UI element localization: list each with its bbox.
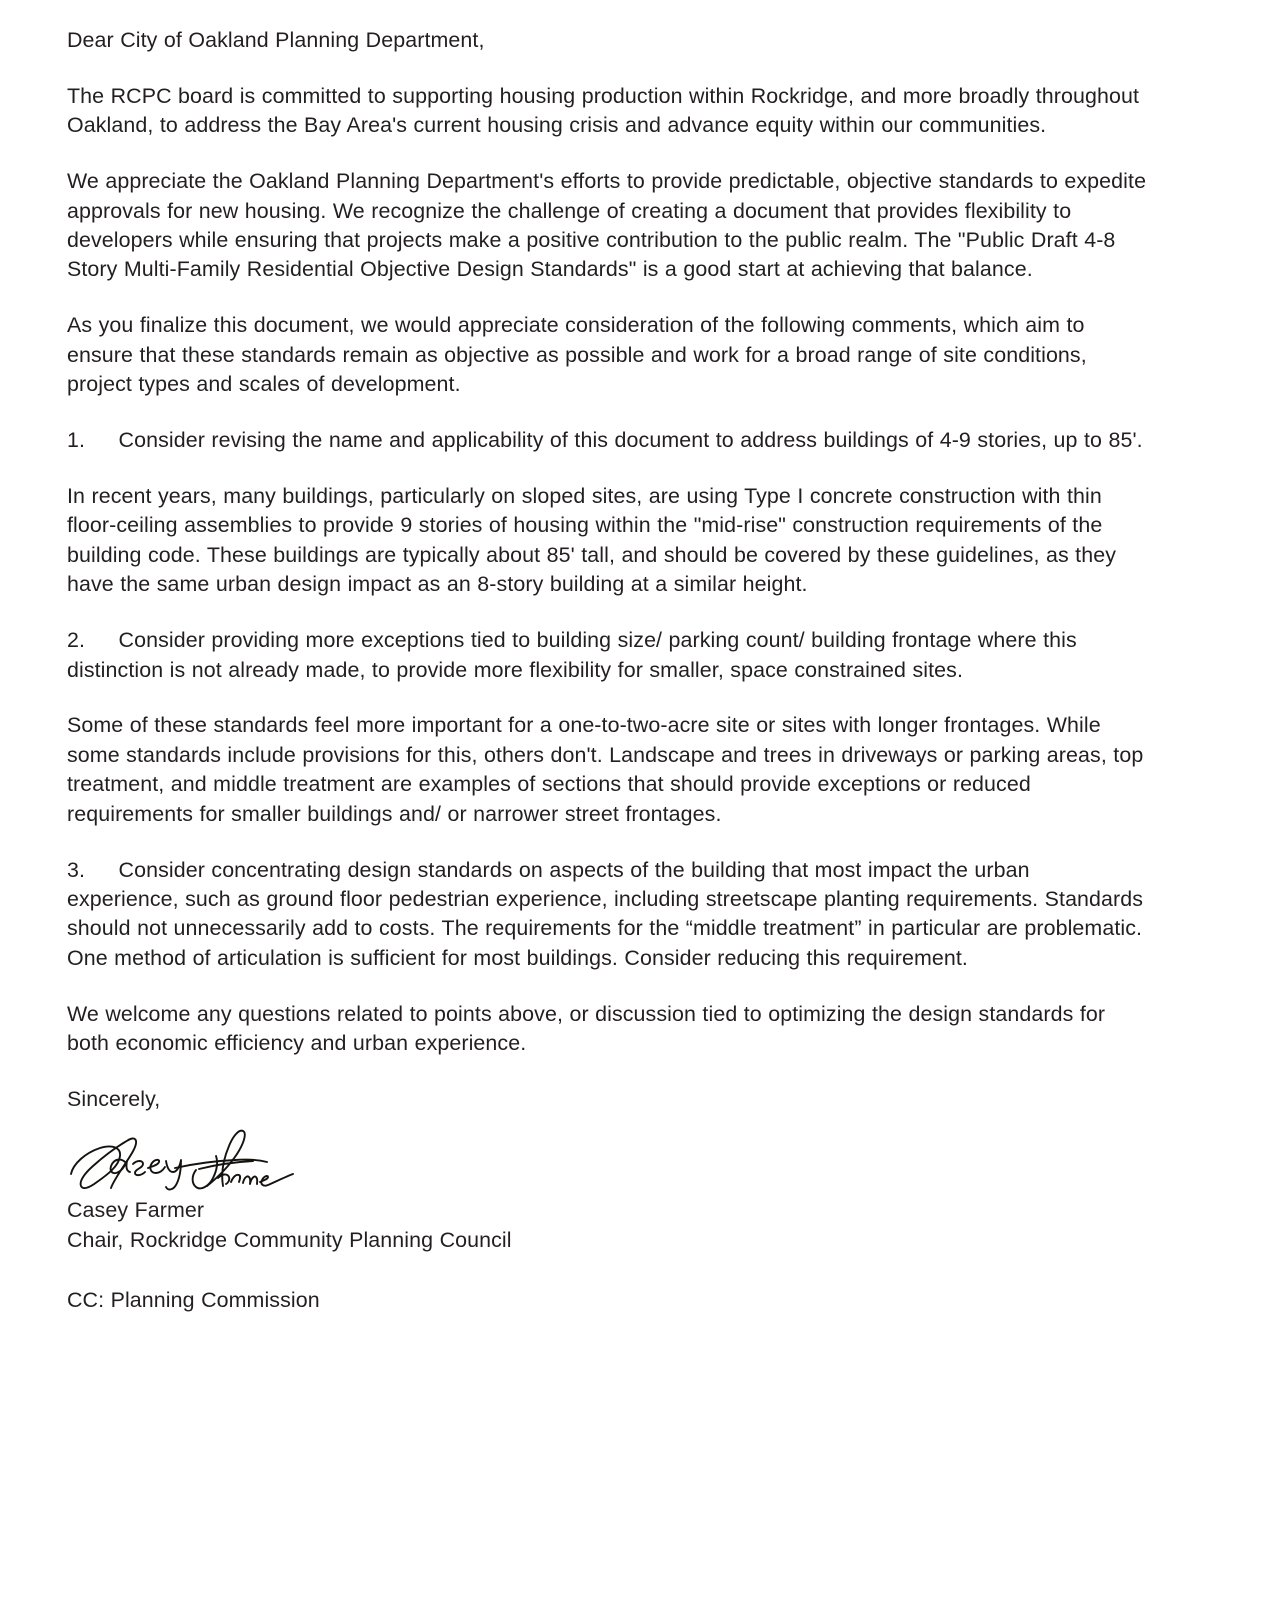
letter-body <box>67 26 1153 1316</box>
comment-item-1: 1. Consider revising the name and applicability of this document to address buildings of 4-9 stories, up to 85'. <box>67 428 1143 453</box>
paragraph-type-i-concrete: In recent years, many buildings, particularly on sloped sites, are using Type I concrete construction with thin floor-ceiling assemblies to provide 9 stories of housing within the "mid-rise" construction requirements of the building code. These buildings are typically about 85' tall, and should be covered by these guidelines, as they have the same urban design impact as an 8-story building at a similar height. <box>67 483 1123 597</box>
paragraph-appreciation: We appreciate the Oakland Planning Department's efforts to provide predictable, objective standards to expedite approvals for new housing. We recognize the challenge of creating a document that provides flexibility to developers while ensuring that projects make a positive contribution to the public realm. The "Public Draft 4-8 Story Multi-Family Residential Objective Design Standards" is a good start at achieving that balance. <box>67 169 1153 282</box>
paragraph-welcome-questions: We welcome any questions related to points above, or discussion tied to optimizing the design standards for both economic efficiency and urban experience. <box>67 1001 1112 1056</box>
paragraph-intro: The RCPC board is committed to supporting housing production within Rockridge, and more broadly throughout Oakland, to address the Bay Area's current housing crisis and advance equity within our communities. <box>67 83 1146 138</box>
paragraph-finalize: As you finalize this document, we would appreciate consideration of the following comments, which aim to ensure that these standards remain as objective as possible and work for a broad range of site conditions, project types and scales of development. <box>67 313 1094 397</box>
signature-image <box>63 1120 323 1194</box>
cc-line: CC: Planning Commission <box>67 1288 320 1313</box>
signer-title: Chair, Rockridge Community Planning Council <box>67 1227 512 1252</box>
comment-item-2: 2. Consider providing more exceptions tied to building size/ parking count/ building frontage where this distinction is not already made, to provide more flexibility for smaller, space constrained sites. <box>67 628 1084 682</box>
signer-name: Casey Farmer <box>67 1198 205 1223</box>
salutation: Dear City of Oakland Planning Department, <box>67 28 485 52</box>
comment-item-3: 3. Consider concentrating design standards on aspects of the building that most impact the urban experience, such as ground floor pedestrian experience, including streetscape planting requirements. Standards should not unnecessarily add to costs. The requirements for the “middle treatment” in particular are problematic. One method of articulation is sufficient for most buildings. Consider reducing this requirement. <box>67 857 1150 970</box>
closing-salutation: Sincerely, <box>67 1086 161 1111</box>
paragraph-standards-scale: Some of these standards feel more important for a one-to-two-acre site or sites with longer frontages. While some standards include provisions for this, others don't. Landscape and trees in driveways or parking areas, top treatment, and middle treatment are examples of sections that should provide exceptions or reduced requirements for smaller buildings and/ or narrower street frontages. <box>67 713 1150 826</box>
signature-block <box>67 1085 1147 1316</box>
